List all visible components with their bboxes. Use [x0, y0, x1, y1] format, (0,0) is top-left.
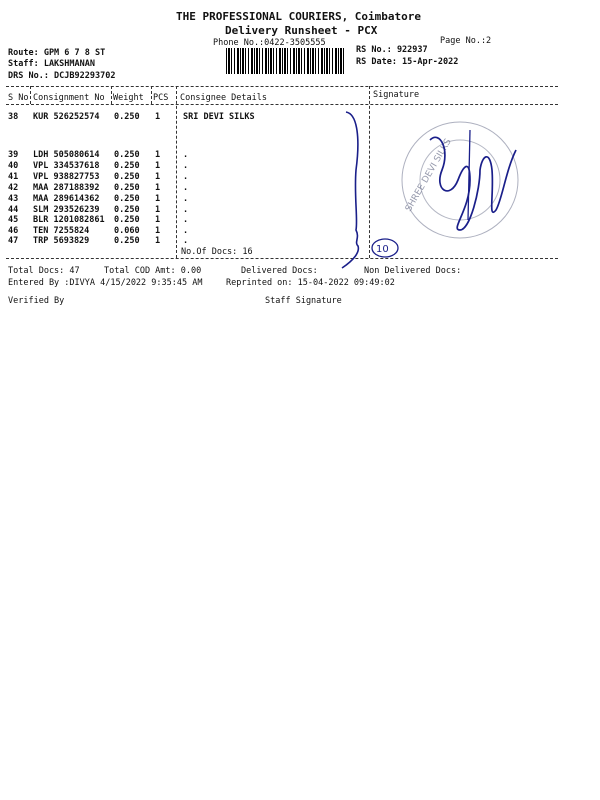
row-consignment: SLM 293526239 [33, 205, 100, 215]
row-sno: 41 [8, 172, 19, 182]
col-sno: S No [8, 93, 29, 103]
row-weight: 0.250 [114, 194, 140, 204]
row-consignment: VPL 938827753 [33, 172, 100, 182]
row-sno: 42 [8, 183, 19, 193]
row-weight: 0.250 [114, 150, 140, 160]
total-cod-amount: Total COD Amt: 0.00 [104, 266, 202, 276]
row-weight: 0.250 [114, 236, 140, 246]
rs-number: RS No.: 922937 [356, 45, 428, 55]
col-consignment: Consignment No [33, 93, 105, 103]
row-consignment: TRP 5693829 [33, 236, 90, 246]
staff: Staff: LAKSHMANAN [8, 59, 95, 69]
row-details: . [183, 150, 189, 160]
row-details: . [183, 172, 189, 182]
verified-by: Verified By [8, 296, 65, 306]
no-of-docs: No.Of Docs: 16 [181, 247, 253, 257]
row-weight: 0.250 [114, 161, 140, 171]
row-pcs: 1 [155, 236, 161, 246]
handwriting-overlay [330, 100, 570, 270]
row-weight: 0.250 [114, 172, 140, 182]
row-pcs: 1 [155, 205, 161, 215]
row-pcs: 1 [155, 161, 161, 171]
table-row [0, 236, 360, 248]
col-signature: Signature [373, 90, 420, 100]
reprinted-on: Reprinted on: 15-04-2022 09:49:02 [226, 278, 395, 288]
row-details: . [183, 236, 189, 246]
table-row [0, 112, 360, 124]
document-title: Delivery Runsheet - PCX [225, 24, 378, 37]
row-sno: 44 [8, 205, 19, 215]
col-consignee: Consignee Details [180, 93, 267, 103]
row-sno: 38 [8, 112, 19, 122]
row-pcs: 1 [155, 194, 161, 204]
row-weight: 0.250 [114, 183, 140, 193]
row-sno: 40 [8, 161, 19, 171]
rs-date: RS Date: 15-Apr-2022 [356, 57, 459, 67]
company-name: THE PROFESSIONAL COURIERS, Coimbatore [176, 10, 422, 23]
row-details: . [183, 226, 189, 236]
drs-number: DRS No.: DCJB92293702 [8, 71, 116, 81]
row-pcs: 1 [155, 215, 161, 225]
total-docs: Total Docs: 47 [8, 266, 80, 276]
row-pcs: 1 [155, 226, 161, 236]
handwritten-count: 10 [376, 244, 389, 255]
row-consignment: KUR 526252574 [33, 112, 100, 122]
entered-by: Entered By :DIVYA 4/15/2022 9:35:45 AM [8, 278, 203, 288]
row-pcs: 1 [155, 150, 161, 160]
row-sno: 46 [8, 226, 19, 236]
col-pcs: PCS [153, 93, 169, 103]
row-weight: 0.250 [114, 215, 140, 225]
row-weight: 0.250 [114, 205, 140, 215]
row-consignment: VPL 334537618 [33, 161, 100, 171]
row-details: . [183, 215, 189, 225]
staff-signature: Staff Signature [265, 296, 342, 306]
row-weight: 0.250 [114, 112, 140, 122]
col-weight: Weight [113, 93, 144, 103]
row-details: . [183, 194, 189, 204]
row-consignment: TEN 7255824 [33, 226, 90, 236]
stamp-text: SHREE DEVI SILKS [403, 137, 454, 214]
route: Route: GPM 6 7 8 ST [8, 48, 106, 58]
row-sno: 45 [8, 215, 19, 225]
phone-number: Phone No.:0422-3505555 [213, 38, 326, 48]
row-details: . [183, 205, 189, 215]
non-delivered-docs: Non Delivered Docs: [364, 266, 462, 276]
table-top-border [6, 86, 558, 87]
row-details: . [183, 161, 189, 171]
row-consignment: BLR 1201082861 [33, 215, 105, 225]
stamp-inner [420, 140, 500, 220]
row-sno: 43 [8, 194, 19, 204]
row-details: . [183, 183, 189, 193]
row-details: SRI DEVI SILKS [183, 112, 255, 122]
row-pcs: 1 [155, 112, 161, 122]
row-sno: 39 [8, 150, 19, 160]
row-weight: 0.060 [114, 226, 140, 236]
handwritten-bracket [342, 112, 358, 268]
page-number: Page No.:2 [440, 36, 492, 46]
delivered-docs: Delivered Docs: [241, 266, 318, 276]
row-pcs: 1 [155, 172, 161, 182]
row-consignment: MAA 287188392 [33, 183, 100, 193]
row-pcs: 1 [155, 183, 161, 193]
row-consignment: LDH 505080614 [33, 150, 100, 160]
row-sno: 47 [8, 236, 19, 246]
barcode [226, 48, 344, 74]
row-consignment: MAA 289614362 [33, 194, 100, 204]
